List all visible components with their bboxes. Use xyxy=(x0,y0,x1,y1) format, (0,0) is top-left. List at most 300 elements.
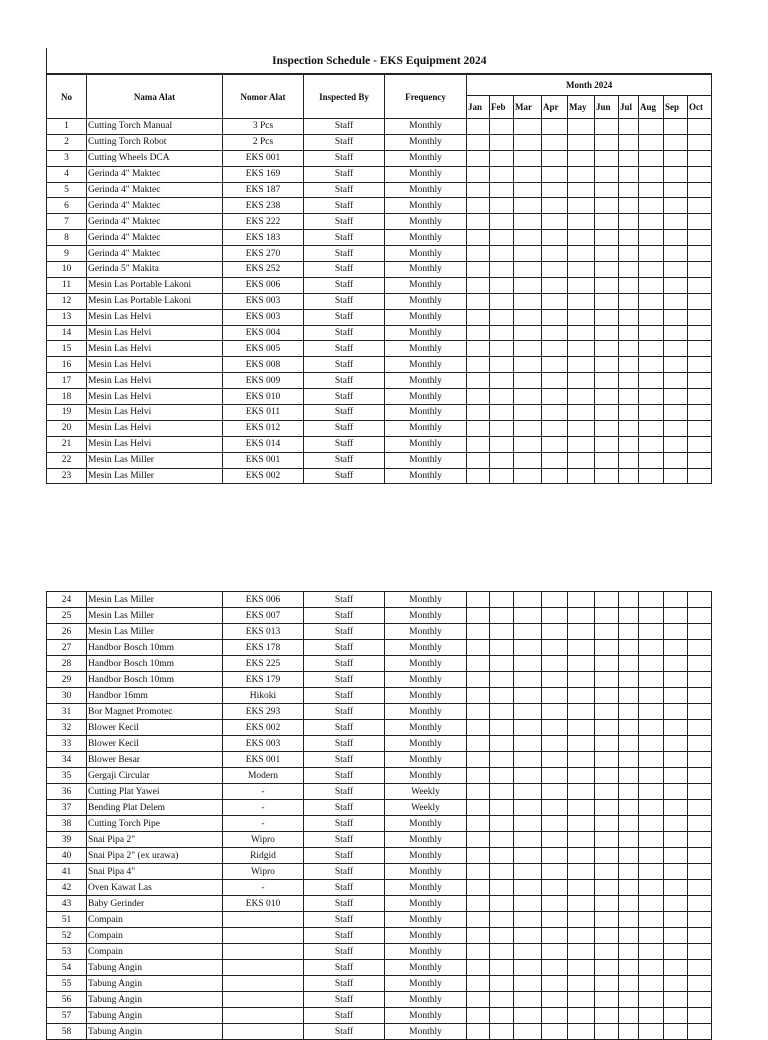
month-cell-jul xyxy=(619,277,639,293)
month-cell-may xyxy=(568,373,595,389)
month-cell-sep xyxy=(664,960,688,976)
month-cell-mar xyxy=(514,720,542,736)
month-cell-sep xyxy=(664,752,688,768)
row-name: Tabung Angin xyxy=(87,1008,223,1024)
row-inspected-by: Staff xyxy=(304,198,385,214)
month-cell-jul xyxy=(619,150,639,166)
month-cell-jul xyxy=(619,912,639,928)
row-frequency: Monthly xyxy=(385,688,467,704)
table-row xyxy=(47,992,712,1008)
month-cell-sep xyxy=(664,230,688,246)
month-cell-sep xyxy=(664,832,688,848)
month-cell-aug xyxy=(639,150,664,166)
month-cell-jul xyxy=(619,1008,639,1024)
month-cell-aug xyxy=(639,752,664,768)
table-row xyxy=(47,325,712,341)
month-cell-aug xyxy=(639,864,664,880)
row-frequency: Monthly xyxy=(385,736,467,752)
table-row xyxy=(47,656,712,672)
month-cell-mar xyxy=(514,688,542,704)
row-name: Tabung Angin xyxy=(87,1024,223,1040)
month-cell-jan xyxy=(467,293,490,309)
month-cell-aug xyxy=(639,134,664,150)
month-cell-feb xyxy=(490,389,514,405)
month-cell-jan xyxy=(467,784,490,800)
table-row xyxy=(47,166,712,182)
month-cell-oct xyxy=(688,214,712,230)
month-cell-apr xyxy=(542,896,568,912)
month-cell-sep xyxy=(664,325,688,341)
row-frequency: Monthly xyxy=(385,592,467,608)
row-inspected-by: Staff xyxy=(304,912,385,928)
month-cell-may xyxy=(568,880,595,896)
table-row xyxy=(47,928,712,944)
row-no: 53 xyxy=(47,944,87,960)
month-cell-mar xyxy=(514,389,542,405)
month-cell-mar xyxy=(514,608,542,624)
month-cell-jan xyxy=(467,325,490,341)
month-cell-may xyxy=(568,640,595,656)
month-cell-mar xyxy=(514,405,542,421)
month-cell-sep xyxy=(664,1008,688,1024)
row-frequency: Monthly xyxy=(385,624,467,640)
row-no: 12 xyxy=(47,293,87,309)
row-name: Mesin Las Helvi xyxy=(87,389,223,405)
month-cell-apr xyxy=(542,134,568,150)
month-cell-jan xyxy=(467,672,490,688)
month-cell-oct xyxy=(688,150,712,166)
row-no: 51 xyxy=(47,912,87,928)
month-cell-jul xyxy=(619,262,639,278)
row-inspected-by: Staff xyxy=(304,389,385,405)
table-row xyxy=(47,896,712,912)
row-name: Cutting Torch Robot xyxy=(87,134,223,150)
month-cell-aug xyxy=(639,896,664,912)
month-cell-jun xyxy=(595,976,619,992)
month-cell-oct xyxy=(688,119,712,135)
month-cell-oct xyxy=(688,420,712,436)
row-frequency: Monthly xyxy=(385,341,467,357)
month-cell-aug xyxy=(639,262,664,278)
row-number: EKS 010 xyxy=(223,896,304,912)
month-cell-feb xyxy=(490,246,514,262)
month-cell-jul xyxy=(619,688,639,704)
row-inspected-by: Staff xyxy=(304,277,385,293)
row-number: EKS 013 xyxy=(223,624,304,640)
table-row xyxy=(47,341,712,357)
table-row xyxy=(47,309,712,325)
table-row xyxy=(47,832,712,848)
table-row xyxy=(47,768,712,784)
row-name: Gerinda 5" Makita xyxy=(87,262,223,278)
month-cell-mar xyxy=(514,800,542,816)
month-cell-jul xyxy=(619,214,639,230)
row-number: Ridgid xyxy=(223,848,304,864)
month-cell-feb xyxy=(490,452,514,468)
row-frequency: Monthly xyxy=(385,214,467,230)
month-cell-jul xyxy=(619,341,639,357)
month-cell-oct xyxy=(688,452,712,468)
month-cell-jan xyxy=(467,880,490,896)
month-cell-may xyxy=(568,309,595,325)
month-cell-apr xyxy=(542,640,568,656)
month-cell-oct xyxy=(688,864,712,880)
table-row xyxy=(47,436,712,452)
month-cell-mar xyxy=(514,293,542,309)
month-cell-jan xyxy=(467,864,490,880)
row-name: Mesin Las Helvi xyxy=(87,357,223,373)
month-cell-jan xyxy=(467,1024,490,1040)
month-cell-aug xyxy=(639,800,664,816)
table-row xyxy=(47,389,712,405)
month-cell-apr xyxy=(542,992,568,1008)
month-cell-jul xyxy=(619,784,639,800)
month-cell-feb xyxy=(490,357,514,373)
month-cell-may xyxy=(568,832,595,848)
row-frequency: Monthly xyxy=(385,1008,467,1024)
row-no: 42 xyxy=(47,880,87,896)
month-cell-mar xyxy=(514,262,542,278)
row-name: Mesin Las Portable Lakoni xyxy=(87,277,223,293)
month-cell-may xyxy=(568,960,595,976)
month-cell-oct xyxy=(688,944,712,960)
month-cell-may xyxy=(568,976,595,992)
row-name: Baby Gerinder xyxy=(87,896,223,912)
row-number: Wipro xyxy=(223,864,304,880)
month-cell-sep xyxy=(664,944,688,960)
month-cell-may xyxy=(568,672,595,688)
month-cell-jun xyxy=(595,848,619,864)
month-cell-may xyxy=(568,341,595,357)
month-cell-sep xyxy=(664,134,688,150)
row-number: EKS 183 xyxy=(223,230,304,246)
header-number: Nomor Alat xyxy=(223,74,304,119)
month-cell-mar xyxy=(514,420,542,436)
month-cell-jan xyxy=(467,230,490,246)
month-cell-jan xyxy=(467,848,490,864)
table-row xyxy=(47,752,712,768)
month-cell-jun xyxy=(595,230,619,246)
month-cell-apr xyxy=(542,182,568,198)
row-no: 36 xyxy=(47,784,87,800)
row-no: 30 xyxy=(47,688,87,704)
row-frequency: Monthly xyxy=(385,992,467,1008)
row-frequency: Monthly xyxy=(385,720,467,736)
month-cell-mar xyxy=(514,656,542,672)
month-cell-feb xyxy=(490,592,514,608)
month-cell-jan xyxy=(467,704,490,720)
month-cell-apr xyxy=(542,864,568,880)
row-no: 26 xyxy=(47,624,87,640)
row-number: EKS 014 xyxy=(223,436,304,452)
month-cell-sep xyxy=(664,405,688,421)
row-no: 13 xyxy=(47,309,87,325)
month-cell-aug xyxy=(639,976,664,992)
row-number: EKS 001 xyxy=(223,150,304,166)
month-cell-aug xyxy=(639,293,664,309)
month-cell-aug xyxy=(639,436,664,452)
table-row xyxy=(47,293,712,309)
row-name: Mesin Las Portable Lakoni xyxy=(87,293,223,309)
month-cell-mar xyxy=(514,896,542,912)
row-number: EKS 002 xyxy=(223,720,304,736)
month-cell-aug xyxy=(639,182,664,198)
row-inspected-by: Staff xyxy=(304,119,385,135)
month-cell-jul xyxy=(619,928,639,944)
row-inspected-by: Staff xyxy=(304,688,385,704)
month-cell-aug xyxy=(639,373,664,389)
month-cell-jul xyxy=(619,736,639,752)
row-no: 15 xyxy=(47,341,87,357)
month-cell-jun xyxy=(595,656,619,672)
month-cell-may xyxy=(568,262,595,278)
row-number: EKS 225 xyxy=(223,656,304,672)
month-cell-sep xyxy=(664,277,688,293)
month-cell-aug xyxy=(639,246,664,262)
month-cell-oct xyxy=(688,293,712,309)
row-frequency: Monthly xyxy=(385,976,467,992)
month-cell-feb xyxy=(490,150,514,166)
month-cell-oct xyxy=(688,357,712,373)
row-no: 40 xyxy=(47,848,87,864)
row-no: 21 xyxy=(47,436,87,452)
month-cell-may xyxy=(568,150,595,166)
row-frequency: Monthly xyxy=(385,864,467,880)
month-cell-mar xyxy=(514,150,542,166)
row-inspected-by: Staff xyxy=(304,784,385,800)
month-cell-jan xyxy=(467,119,490,135)
row-frequency: Monthly xyxy=(385,1024,467,1040)
row-number xyxy=(223,992,304,1008)
row-inspected-by: Staff xyxy=(304,230,385,246)
month-cell-apr xyxy=(542,246,568,262)
row-number: EKS 007 xyxy=(223,608,304,624)
row-name: Mesin Las Miller xyxy=(87,592,223,608)
row-inspected-by: Staff xyxy=(304,736,385,752)
row-number: EKS 003 xyxy=(223,736,304,752)
table-row xyxy=(47,246,712,262)
month-cell-mar xyxy=(514,277,542,293)
table-row xyxy=(47,230,712,246)
month-cell-apr xyxy=(542,468,568,484)
month-cell-oct xyxy=(688,784,712,800)
month-cell-oct xyxy=(688,198,712,214)
row-name: Mesin Las Helvi xyxy=(87,373,223,389)
month-cell-jun xyxy=(595,150,619,166)
row-number: EKS 270 xyxy=(223,246,304,262)
month-cell-feb xyxy=(490,134,514,150)
row-number: EKS 252 xyxy=(223,262,304,278)
month-cell-apr xyxy=(542,768,568,784)
row-name: Mesin Las Helvi xyxy=(87,325,223,341)
row-inspected-by: Staff xyxy=(304,656,385,672)
header-month-feb: Feb xyxy=(490,96,514,119)
month-cell-jun xyxy=(595,928,619,944)
month-cell-sep xyxy=(664,246,688,262)
month-cell-jan xyxy=(467,389,490,405)
row-no: 18 xyxy=(47,389,87,405)
month-cell-jun xyxy=(595,704,619,720)
row-number: EKS 178 xyxy=(223,640,304,656)
row-inspected-by: Staff xyxy=(304,246,385,262)
month-cell-feb xyxy=(490,182,514,198)
month-cell-feb xyxy=(490,293,514,309)
month-cell-jul xyxy=(619,119,639,135)
row-no: 7 xyxy=(47,214,87,230)
month-cell-aug xyxy=(639,960,664,976)
row-inspected-by: Staff xyxy=(304,1008,385,1024)
table-row xyxy=(47,182,712,198)
row-inspected-by: Staff xyxy=(304,468,385,484)
month-cell-feb xyxy=(490,262,514,278)
row-no: 37 xyxy=(47,800,87,816)
month-cell-oct xyxy=(688,262,712,278)
row-number: EKS 222 xyxy=(223,214,304,230)
row-no: 6 xyxy=(47,198,87,214)
header-month-oct: Oct xyxy=(688,96,712,119)
month-cell-sep xyxy=(664,293,688,309)
month-cell-jan xyxy=(467,944,490,960)
month-cell-jun xyxy=(595,688,619,704)
row-number: EKS 169 xyxy=(223,166,304,182)
month-cell-sep xyxy=(664,182,688,198)
row-no: 4 xyxy=(47,166,87,182)
month-cell-aug xyxy=(639,389,664,405)
row-number: EKS 005 xyxy=(223,341,304,357)
month-cell-sep xyxy=(664,309,688,325)
row-name: Blower Kecil xyxy=(87,720,223,736)
row-number: EKS 011 xyxy=(223,405,304,421)
row-inspected-by: Staff xyxy=(304,325,385,341)
row-inspected-by: Staff xyxy=(304,134,385,150)
month-cell-jul xyxy=(619,230,639,246)
month-cell-jan xyxy=(467,373,490,389)
header-month-apr: Apr xyxy=(542,96,568,119)
month-cell-may xyxy=(568,896,595,912)
row-frequency: Monthly xyxy=(385,912,467,928)
month-cell-mar xyxy=(514,592,542,608)
month-cell-oct xyxy=(688,341,712,357)
row-frequency: Monthly xyxy=(385,436,467,452)
month-cell-sep xyxy=(664,720,688,736)
month-cell-feb xyxy=(490,1024,514,1040)
row-inspected-by: Staff xyxy=(304,928,385,944)
month-cell-mar xyxy=(514,309,542,325)
row-frequency: Monthly xyxy=(385,325,467,341)
header-month-may: May xyxy=(568,96,595,119)
month-cell-apr xyxy=(542,944,568,960)
row-number: EKS 001 xyxy=(223,452,304,468)
month-cell-jun xyxy=(595,784,619,800)
row-inspected-by: Staff xyxy=(304,592,385,608)
month-cell-jun xyxy=(595,592,619,608)
month-cell-oct xyxy=(688,800,712,816)
row-number: EKS 010 xyxy=(223,389,304,405)
month-cell-oct xyxy=(688,640,712,656)
month-cell-mar xyxy=(514,816,542,832)
row-frequency: Monthly xyxy=(385,832,467,848)
month-cell-apr xyxy=(542,720,568,736)
month-cell-aug xyxy=(639,357,664,373)
month-cell-sep xyxy=(664,373,688,389)
month-cell-apr xyxy=(542,736,568,752)
month-cell-mar xyxy=(514,452,542,468)
month-cell-oct xyxy=(688,624,712,640)
month-cell-aug xyxy=(639,928,664,944)
month-cell-jun xyxy=(595,816,619,832)
month-cell-may xyxy=(568,912,595,928)
month-cell-jul xyxy=(619,656,639,672)
month-cell-apr xyxy=(542,880,568,896)
month-cell-mar xyxy=(514,325,542,341)
month-cell-feb xyxy=(490,672,514,688)
month-cell-may xyxy=(568,592,595,608)
month-cell-feb xyxy=(490,848,514,864)
table-row xyxy=(47,736,712,752)
month-cell-oct xyxy=(688,405,712,421)
month-cell-oct xyxy=(688,960,712,976)
row-frequency: Monthly xyxy=(385,357,467,373)
row-name: Handbor 16mm xyxy=(87,688,223,704)
month-cell-sep xyxy=(664,736,688,752)
month-cell-may xyxy=(568,1024,595,1040)
table-row xyxy=(47,150,712,166)
row-no: 35 xyxy=(47,768,87,784)
month-cell-feb xyxy=(490,608,514,624)
month-cell-jul xyxy=(619,134,639,150)
month-cell-aug xyxy=(639,119,664,135)
month-cell-oct xyxy=(688,896,712,912)
row-number xyxy=(223,928,304,944)
month-cell-feb xyxy=(490,119,514,135)
month-cell-jan xyxy=(467,752,490,768)
row-name: Cutting Torch Pipe xyxy=(87,816,223,832)
month-cell-jun xyxy=(595,640,619,656)
table-row xyxy=(47,688,712,704)
row-inspected-by: Staff xyxy=(304,960,385,976)
month-cell-jun xyxy=(595,896,619,912)
month-cell-apr xyxy=(542,214,568,230)
month-cell-jan xyxy=(467,768,490,784)
month-cell-jan xyxy=(467,816,490,832)
month-cell-aug xyxy=(639,405,664,421)
month-cell-jun xyxy=(595,992,619,1008)
month-cell-mar xyxy=(514,768,542,784)
row-number: EKS 003 xyxy=(223,309,304,325)
table-row xyxy=(47,944,712,960)
row-name: Snai Pipa 2" xyxy=(87,832,223,848)
month-cell-jul xyxy=(619,452,639,468)
month-cell-oct xyxy=(688,1008,712,1024)
row-inspected-by: Staff xyxy=(304,800,385,816)
month-cell-mar xyxy=(514,246,542,262)
row-inspected-by: Staff xyxy=(304,150,385,166)
month-cell-aug xyxy=(639,832,664,848)
month-cell-feb xyxy=(490,976,514,992)
month-cell-oct xyxy=(688,816,712,832)
month-cell-jan xyxy=(467,960,490,976)
month-cell-aug xyxy=(639,166,664,182)
month-cell-jun xyxy=(595,800,619,816)
month-cell-aug xyxy=(639,624,664,640)
row-inspected-by: Staff xyxy=(304,992,385,1008)
month-cell-jan xyxy=(467,436,490,452)
month-cell-jul xyxy=(619,436,639,452)
month-cell-feb xyxy=(490,468,514,484)
row-name: Cutting Plat Yawei xyxy=(87,784,223,800)
row-number: EKS 012 xyxy=(223,420,304,436)
month-cell-oct xyxy=(688,656,712,672)
